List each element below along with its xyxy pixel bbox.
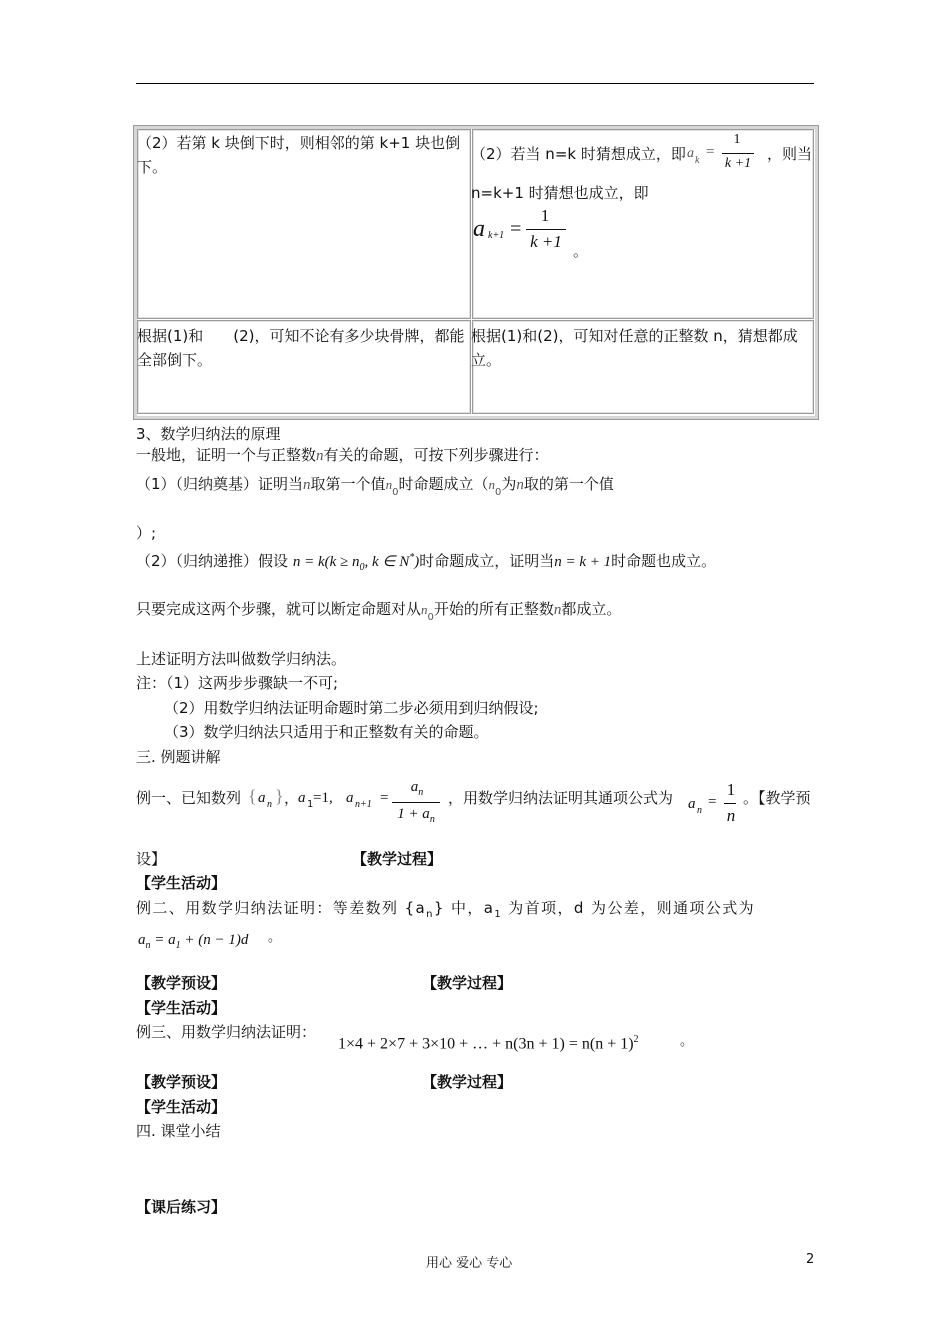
n-symbol: n [316,448,324,464]
note-3: （3）数学归纳法只适用于和正整数有关的命题。 [164,723,489,741]
example-2-sub-1: 1 [494,909,503,920]
intro-text-b: 有关的命题，可按下列步骤进行： [323,446,549,464]
n0-symbol: n [421,602,428,617]
n0-symbol: n [488,477,495,492]
ak-equals: = [706,144,715,160]
an-formula-fraction-bar [724,803,736,804]
example-2-text-c: 为首项，d 为公差，则通项公式为 [502,899,755,917]
n0-subscript: 0 [392,487,399,498]
induction-hypothesis-formula [292,552,420,573]
domino-step2-text: （2）若第 k 块倒下时，则相邻的第 k+1 块也倒下。 [137,134,461,176]
example-2-text-a: 例二、用数学归纳法证明：等差数列 {a [136,899,427,917]
a1-value: =1, [313,790,333,806]
example-1-text-c: ，用数学归纳法证明其通项公式为 [448,789,674,807]
star-superscript: * [409,552,415,563]
an-formula-equals: = [708,794,717,810]
header-rule [136,83,814,84]
n-subscript: n [418,787,424,798]
induction-step2-end: 。 [573,242,589,260]
n-subscript: n [145,940,151,951]
teaching-preset-label-2: 【教学预设】 [136,974,227,992]
example-2-line [136,897,755,920]
step1-text-c: 时命题成立（ [398,475,489,493]
example-2-text-b: } 中，a [433,899,495,917]
intro-text-a: 一般地，证明一个与正整数 [136,446,317,464]
example-1-text-a: 例一、已知数列 [136,789,242,807]
recurrence-equals: = [380,790,389,806]
step1-text-b: 取第一个值 [310,475,386,493]
section-3-heading: 3、数学归纳法的原理 [136,425,281,443]
teaching-process-label-2: 【教学过程】 [422,974,513,992]
ak-fraction-bar [722,153,754,154]
induction-step2-text-b: ，则当 [767,145,813,163]
method-name-line: 上述证明方法叫做数学归纳法。 [136,650,347,668]
only-text-a: 只要完成这两个步骤，就可以断定命题对从 [136,600,422,618]
arithmetic-formula [138,932,248,951]
n-subscript: n [429,814,435,825]
only-text-c: 都成立。 [561,600,622,618]
page-number: 2 [806,1252,815,1267]
n-symbol: n [516,477,524,493]
sum-identity [338,1034,639,1053]
an-sequence-subscript: n [267,799,272,810]
n-equals-k-plus-1: n = k + 1 [554,554,612,570]
step2-text-c: 时命题也成立。 [611,552,717,570]
example-1-comma: ， [284,789,300,807]
recurrence-fraction-bar [392,802,440,803]
an-symbol: a [138,932,146,948]
section-4-heading: 四. 课堂小结 [136,1122,221,1140]
an1-symbol: a [346,790,354,806]
example-1-text-e: 设】 [136,850,167,868]
note-2: （2）用数学归纳法证明命题时第二步必须用到归纳假设; [164,699,539,717]
example-3-text: 例三、用数学归纳法证明： [136,1023,317,1041]
ak-denominator: k +1 [724,156,752,171]
student-activity-label-2: 【学生活动】 [136,999,227,1017]
step1-text-a: （1）（归纳奠基）证明当 [136,475,304,493]
student-activity-label-1: 【学生活动】 [136,874,227,892]
teaching-process-label-1: 【教学过程】 [352,850,443,868]
sequence-brace-close: } [275,786,284,806]
step1-text-e: 取的第一个值 [523,475,614,493]
section-examples-heading: 三. 例题讲解 [136,748,221,766]
note-1: 注：（1）这两步步骤缺一不可; [136,674,339,692]
example-2-end: 。 [268,930,282,945]
a1-subscript: 1 [175,940,181,951]
teaching-preset-label-3: 【教学预设】 [136,1073,227,1091]
step1-close: ）; [136,524,157,542]
induction-conclusion-text: 根据(1)和(2)，可知对任意的正整数 n，猜想都成立。 [471,327,798,369]
n0-subscript: 0 [494,487,502,498]
ak1-symbol: a [473,216,485,242]
conclusion-line [136,598,621,623]
induction-step2-text-c: n=k+1 时猜想也成立，即 [471,184,649,202]
ak-symbol: a [687,146,694,161]
n0-subscript: 0 [427,612,434,623]
an-sequence-symbol: a [258,790,266,806]
example-3-end: 。 [680,1034,694,1049]
hypothesis-part-3: ) [414,554,420,570]
homework-label: 【课后练习】 [136,1198,227,1216]
footer-motto: 用心 爱心 专心 [426,1256,513,1271]
sum-expression: 1×4 + 2×7 + 3×10 + … + n(3n + 1) = n(n + 1) [338,1035,634,1053]
step1-text-d: 为 [501,475,517,493]
intro-line [136,444,549,465]
formula-rest: + (n − 1)d [180,932,249,948]
only-text-b: 开始的所有正整数 [433,600,554,618]
induction-step2-text-a: （2）若当 n=k 时猜想成立，即 [471,145,686,163]
a1-subscript: 1 [307,799,314,810]
recurrence-denominator [388,806,444,825]
hypothesis-part-1: n = k(k ≥ n [292,554,360,570]
domino-conclusion-text: 根据(1)和 (2)，可知不论有多少块骨牌，都能全部倒下。 [137,327,465,369]
one-plus-an: 1 + a [397,806,430,822]
recurrence-numerator [396,779,438,798]
a1-symbol: a [298,790,306,806]
ak-numerator: 1 [733,132,741,147]
an-symbol: a [410,779,419,795]
example-1-text-d: 。【教学预 [743,789,811,807]
ak1-fraction-bar [526,229,566,230]
square-superscript: 2 [633,1034,639,1045]
example-2-sub-n: n [426,909,434,920]
teaching-process-label-3: 【教学过程】 [422,1073,513,1091]
ak1-subscript: k+1 [488,230,505,241]
ak1-numerator: 1 [540,206,550,225]
ak1-denominator: k +1 [530,232,562,251]
n0-symbol: n [385,477,393,492]
an-formula-symbol: a [688,796,696,812]
step2-line [136,550,716,573]
n0-subscript: 0 [359,562,365,573]
an1-subscript: n+1 [355,799,372,810]
step2-text-b: 时命题成立，证明当 [419,552,555,570]
formula-equals-a: = a [154,932,176,948]
an-formula-denominator: n [726,806,736,825]
ak1-equals: = [510,218,522,240]
step2-text-a: （2）（归纳递推）假设 [136,552,289,570]
student-activity-label-3: 【学生活动】 [136,1098,227,1116]
n-symbol: n [303,477,311,493]
an-formula-subscript: n [697,805,702,816]
hypothesis-part-2: , k ∈ N [364,554,410,570]
an-formula-numerator: 1 [726,780,736,799]
step1-line [136,473,614,498]
ak-subscript: k [695,155,700,166]
sequence-brace-open: { [248,786,257,806]
n-symbol: n [553,602,562,618]
